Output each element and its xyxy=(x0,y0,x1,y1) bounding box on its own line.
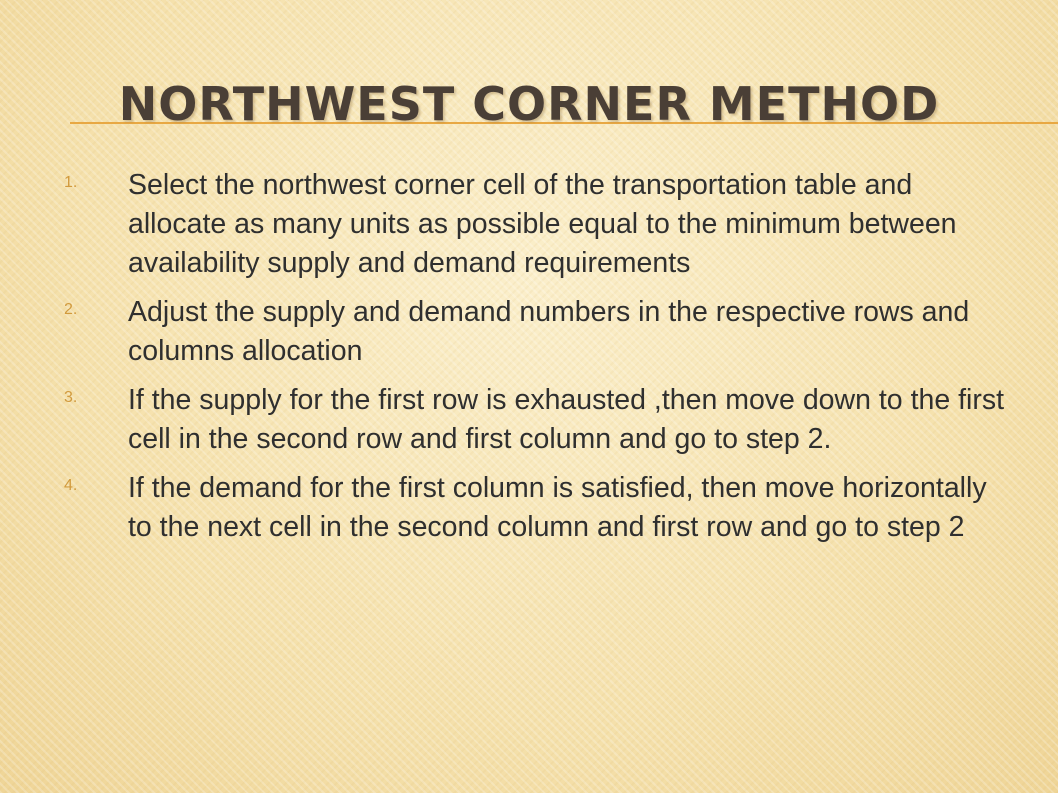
list-item xyxy=(64,166,1014,283)
step-text: Adjust the supply and demand numbers in the respective rows and columns allocation xyxy=(128,296,970,367)
step-number: 4. xyxy=(64,477,78,494)
list-item xyxy=(64,293,1014,371)
step-text: If the demand for the first column is satisfied, then move horizontally to the next cell in the second column and first row and go to step 2 xyxy=(128,472,987,543)
step-text: If the supply for the first row is exhausted ,then move down to the first cell in the second row and first column and go to step 2. xyxy=(128,384,1005,455)
step-number: 2. xyxy=(64,301,78,318)
list-item xyxy=(64,469,1014,547)
steps-list xyxy=(64,166,1014,557)
step-number: 3. xyxy=(64,389,78,406)
list-item xyxy=(64,381,1014,459)
step-number: 1. xyxy=(64,174,78,191)
step-text: Select the northwest corner cell of the transportation table and allocate as many units as possible equal to the minimum between availability supply and demand requirements xyxy=(128,169,957,279)
slide-title: NORTHWEST CORNER METHOD xyxy=(118,77,940,131)
